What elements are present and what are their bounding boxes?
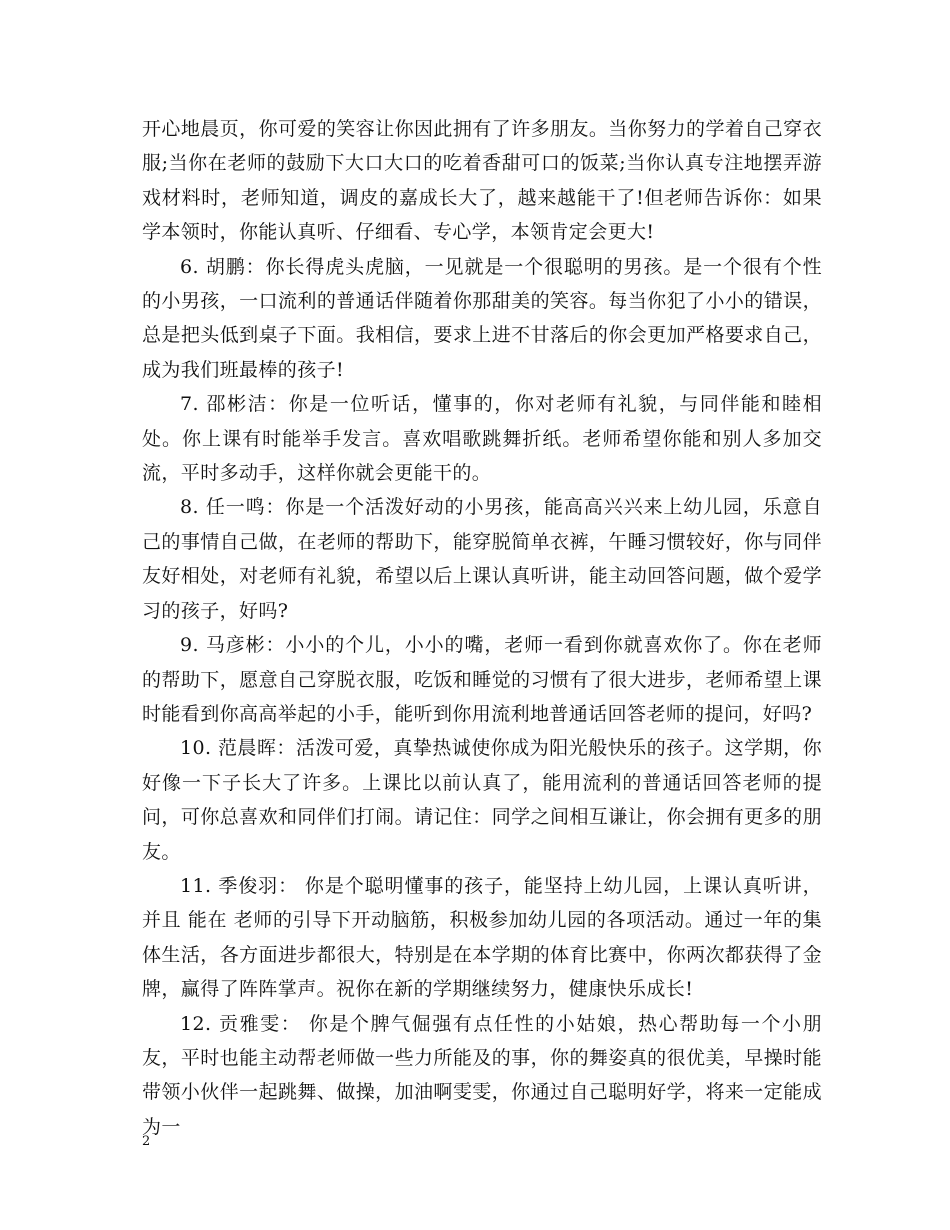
paragraph-item-12: 12. 贡雅雯： 你是个脾气倔强有点任性的小姑娘，热心帮助每一个小朋友，平时也能主动帮老师做一些力所能及的事，你的舞姿真的很优美，早操时能带领小伙伴一起跳舞、做操，加油啊雯雯，你通过自己聪明好学，将来一定能成为一 [142, 1012, 822, 1138]
page-number: 2 [142, 1134, 151, 1149]
document-body [142, 112, 822, 1144]
paragraph-item-10: 10. 范晨晖：活泼可爱，真挚热诚使你成为阳光般快乐的孩子。这学期，你好像一下子长大了许多。上课比以前认真了，能用流利的普通话回答老师的提问，可你总喜欢和同伴们打闹。请记住：同学之间相互谦让，你会拥有更多的朋友。 [142, 737, 822, 863]
paragraph-continuation: 开心地晨页，你可爱的笑容让你因此拥有了许多朋友。当你努力的学着自己穿衣服;当你在老师的鼓励下大口大口的吃着香甜可口的饭菜;当你认真专注地摆弄游戏材料时，老师知道，调皮的嘉成长大了，越来越能干了!但老师告诉你：如果学本领时，你能认真听、仔细看、专心学，本领肯定会更大! [142, 118, 822, 244]
paragraph-item-7: 7. 邵彬洁：你是一位听话，懂事的，你对老师有礼貌，与同伴能和睦相处。你上课有时能举手发言。喜欢唱歌跳舞折纸。老师希望你能和别人多加交流，平时多动手，这样你就会更能干的。 [142, 393, 822, 485]
paragraph-item-8: 8. 任一鸣：你是一个活泼好动的小男孩，能高高兴兴来上幼儿园，乐意自己的事情自己做，在老师的帮助下，能穿脱简单衣裤，午睡习惯较好，你与同伴友好相处，对老师有礼貌，希望以后上课认真听讲，能主动回答问题，做个爱学习的孩子，好吗? [142, 496, 822, 622]
paragraph-item-6: 6. 胡鹏：你长得虎头虎脑，一见就是一个很聪明的男孩。是一个很有个性的小男孩，一口流利的普通话伴随着你那甜美的笑容。每当你犯了小小的错误，总是把头低到桌子下面。我相信，要求上进不甘落后的你会更加严格要求自己，成为我们班最棒的孩子! [142, 255, 822, 381]
paragraph-item-9: 9. 马彦彬：小小的个儿，小小的嘴，老师一看到你就喜欢你了。你在老师的帮助下，愿意自己穿脱衣服，吃饭和睡觉的习惯有了很大进步，老师希望上课时能看到你高高举起的小手，能听到你用流利地普通话回答老师的提问，好吗? [142, 634, 822, 725]
paragraph-item-11: 11. 季俊羽： 你是个聪明懂事的孩子，能坚持上幼儿园，上课认真听讲，并且 能在 老师的引导下开动脑筋，积极参加幼儿园的各项活动。通过一年的集体生活，各方面进步都很大，特别是在本学期的体育比赛中，你两次都获得了金牌，赢得了阵阵掌声。祝你在新的学期继续努力，健康快乐成长! [142, 874, 822, 1001]
